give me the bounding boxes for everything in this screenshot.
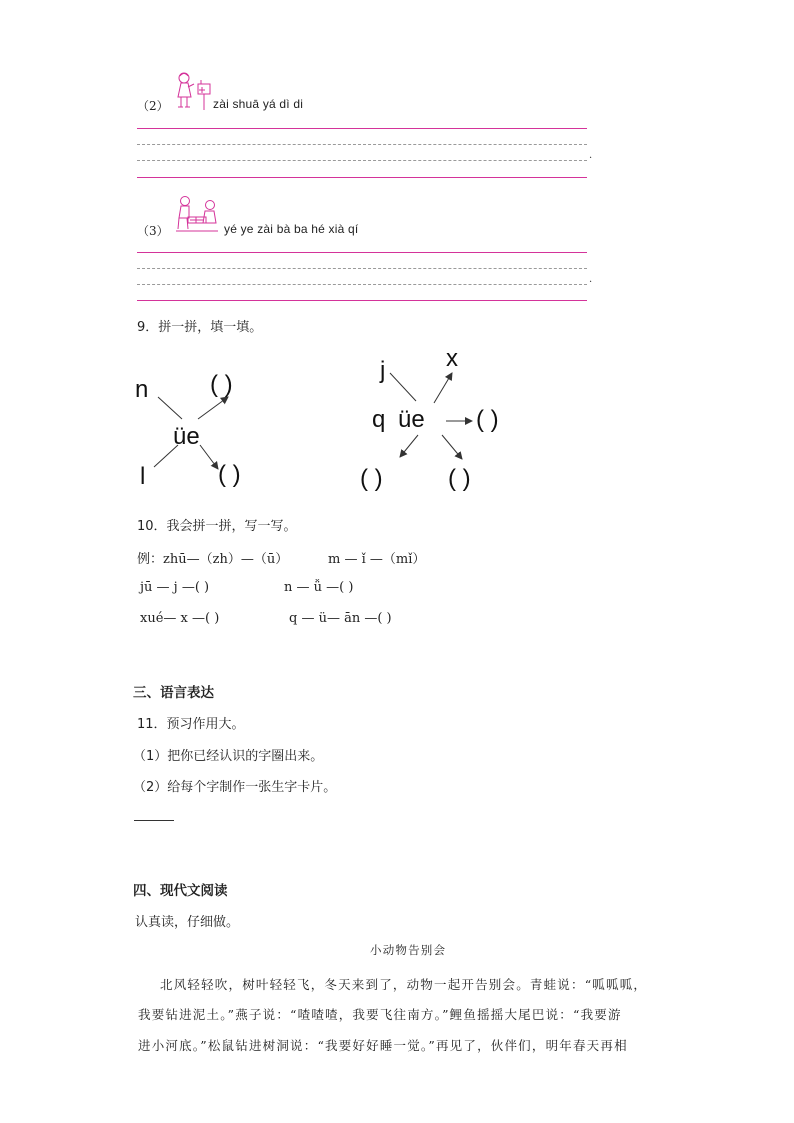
q9-diagram bbox=[130, 345, 550, 505]
q8-item3-number: （3） bbox=[137, 224, 169, 238]
story-line-3: 进小河底。”松鼠钻进树洞说：“我要好好睡一觉。”再见了，伙伴们，明年春天再相 bbox=[138, 1038, 628, 1053]
writing-line-bottom bbox=[137, 177, 587, 178]
writing-line-bottom bbox=[137, 300, 587, 301]
story-line-2: 我要钻进泥土。”燕子说：“喳喳喳，我要飞往南方。”鲤鱼摇摇大尾巴说：“我要游 bbox=[138, 1007, 622, 1022]
initial-x: x bbox=[446, 345, 458, 372]
q10-row2-left: xué— x —( ) bbox=[140, 611, 220, 626]
arrow-to-bottom-blank-1 bbox=[400, 435, 418, 457]
arrow-to-bottom-blank bbox=[200, 445, 218, 469]
writing-line-dashed bbox=[137, 284, 587, 285]
q8-item2-number: （2） bbox=[137, 99, 169, 113]
initial-j: j bbox=[380, 357, 386, 384]
q10-row1-right: n — ǚ —( ) bbox=[284, 580, 354, 595]
blank-top: ( ) bbox=[210, 371, 233, 398]
writing-line-top bbox=[137, 252, 587, 253]
arrow-to-bottom-blank-2 bbox=[442, 435, 462, 459]
q10-label: 10．我会拼一拼，写一写。 bbox=[137, 519, 297, 534]
initial-n: n bbox=[135, 376, 149, 403]
line-j-to-center bbox=[390, 373, 416, 401]
arrow-to-top-blank bbox=[198, 397, 228, 419]
period-mark: . bbox=[589, 274, 593, 285]
story-title: 小动物告别会 bbox=[370, 943, 447, 957]
q10-row2-right: q — ü— ān —( ) bbox=[289, 611, 392, 626]
writing-line-dashed bbox=[137, 144, 587, 145]
story-line-1: 北风轻轻吹，树叶轻轻飞，冬天来到了，动物一起开告别会。青蛙说：“呱呱呱， bbox=[160, 977, 648, 992]
period-mark: . bbox=[589, 150, 593, 161]
q10-example-left: 例：zhū—（zh）—（ū） bbox=[137, 552, 289, 567]
q10-example-right: m — ǐ —（mǐ） bbox=[328, 552, 426, 567]
writing-line-dashed bbox=[137, 160, 587, 161]
initial-q: q bbox=[372, 406, 386, 433]
writing-line-top bbox=[137, 128, 587, 129]
blank-bottom: ( ) bbox=[218, 461, 241, 488]
blank-right: ( ) bbox=[476, 406, 499, 433]
final-ue-right: üe bbox=[398, 406, 425, 433]
girl-brushing-teeth-illustration bbox=[172, 70, 212, 112]
answer-underline bbox=[134, 820, 174, 821]
q8-item2-pinyin: zài shuā yá dì di bbox=[213, 97, 304, 111]
line-n-to-center bbox=[158, 397, 182, 419]
grandpa-playing-chess-illustration bbox=[174, 193, 220, 235]
reading-intro: 认真读，仔细做。 bbox=[135, 915, 240, 930]
blank-bottom-1: ( ) bbox=[360, 465, 383, 492]
arrow-to-x bbox=[434, 373, 452, 403]
initial-l: l bbox=[140, 463, 146, 490]
q11-sub1: （1）把你已经认识的字圈出来。 bbox=[133, 749, 324, 764]
q10-row1-left: jū — j —( ) bbox=[140, 580, 210, 595]
q9-label: 9．拼一拼，填一填。 bbox=[137, 320, 263, 335]
writing-line-dashed bbox=[137, 268, 587, 269]
q11-sub2: （2）给每个字制作一张生字卡片。 bbox=[133, 780, 337, 795]
blank-bottom-2: ( ) bbox=[448, 465, 471, 492]
q8-item3-pinyin: yé ye zài bà ba hé xià qí bbox=[224, 222, 359, 236]
q11-label: 11．预习作用大。 bbox=[137, 717, 245, 732]
section3-title: 三、语言表达 bbox=[133, 685, 214, 701]
final-ue-left: üe bbox=[173, 423, 200, 450]
section4-title: 四、现代文阅读 bbox=[133, 883, 228, 899]
